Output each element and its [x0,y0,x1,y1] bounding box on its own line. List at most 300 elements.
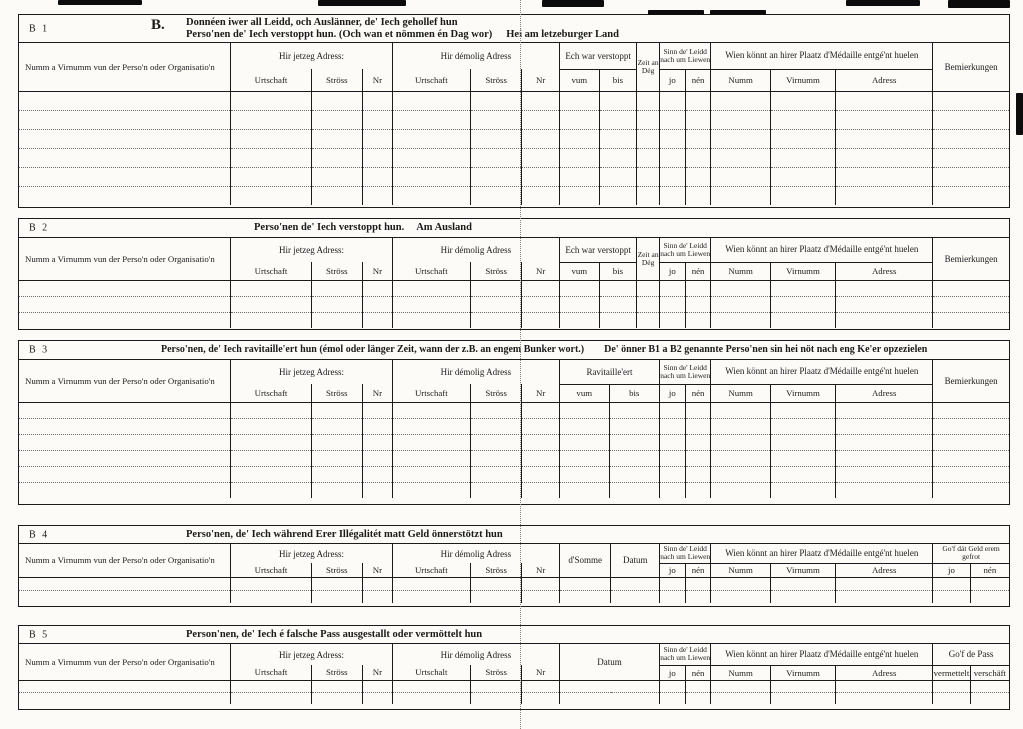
sub-header-nr: Nr [363,262,393,280]
entry-cell [599,312,637,328]
section-title-line2: Perso'nen de' Iech verstoppt hun. (Och wan et nömmen én Dag wor) Hei am letzeburger Land [186,28,619,40]
sub-header-urtschaft: Urtschaft [392,384,470,402]
entry-cell [522,280,560,296]
scan-artifact [58,0,142,5]
entry-row [19,148,1009,167]
sub-header-bis: bis [609,384,659,402]
entry-cell [933,402,1009,418]
col-header-still-alive: Sinn de' Leidd nach um Liewen [660,544,711,562]
col-header-money-asked-back: Go'f dát Geld erem gefrot [933,544,1009,563]
entry-cell [685,110,711,129]
entry-cell [522,167,560,186]
entry-cell [19,450,231,466]
entry-cell [970,692,1009,704]
entry-cell [836,418,933,434]
sub-header-stross: Ströss [470,69,521,91]
entry-cell [836,91,933,110]
sub-header-adress: Adress [836,69,933,91]
entry-cell [933,312,1009,328]
sub-header-virnumm: Virnumm [770,563,835,577]
entry-cell [711,402,770,418]
sub-header-stross: Ströss [470,262,521,280]
sub-header-vum: vum [560,262,600,280]
entry-cell [19,434,231,450]
section-b5-table [19,644,1009,704]
entry-cell [392,148,470,167]
section-id: B 4 [29,529,50,540]
entry-cell [637,167,660,186]
entry-cell [609,482,659,498]
section-id: B 3 [29,344,50,356]
entry-cell [522,148,560,167]
entry-cell [19,402,231,418]
sub-header-nr: Nr [522,563,560,577]
entry-cell [933,91,1009,110]
entry-cell [560,167,600,186]
entry-cell [231,434,311,450]
col-header-medal-recipient: Wien könnt an hirer Plaatz d'Médaille entgé'nt huelen [711,360,933,384]
col-header-former-address: Hir démolig Adress [392,360,559,384]
entry-cell [470,577,521,590]
col-header-name: Numm a Virnumm vun der Perso'n oder Organisatio'n [19,544,231,577]
entry-cell [231,167,311,186]
entry-cell [659,280,685,296]
sub-header-virnumm: Virnumm [770,384,835,402]
entry-cell [560,434,610,450]
entry-cell [392,692,470,704]
sub-header-urtschaft: Urtschaft [392,262,470,280]
col-header-still-alive: Sinn de' Leidd nach um Liewen [659,360,710,384]
entry-cell [685,167,711,186]
entry-cell [711,186,770,205]
entry-cell [392,312,470,328]
entry-cell [836,434,933,450]
entry-cell [560,692,660,704]
entry-cell [770,466,835,482]
scan-artifact [542,0,604,7]
fold-line [520,0,521,729]
entry-cell [522,590,560,603]
entry-cell [231,418,311,434]
entry-cell [659,590,685,603]
sub-header-nen: nén [685,384,711,402]
entry-cell [19,418,231,434]
entry-cell [711,167,770,186]
entry-cell [470,110,521,129]
sub-header-urtschaft: Urtschaft [231,262,311,280]
section-id: B 1 [29,23,50,34]
entry-cell [659,434,685,450]
entry-cell [363,91,393,110]
entry-cell [522,296,560,312]
entry-cell [19,129,231,148]
entry-cell [659,680,685,692]
entry-cell [711,312,770,328]
sub-header-urtschaft: Urtschaft [392,563,470,577]
entry-cell [836,312,933,328]
entry-cell [685,434,711,450]
entry-cell [933,418,1009,434]
entry-cell [560,296,600,312]
section-title-right: De' önner B1 a B2 genannte Perso'nen sin hei nöt nach eng Ke'er opzezielen [604,344,928,355]
entry-cell [659,418,685,434]
entry-cell [470,129,521,148]
entry-cell [933,167,1009,186]
sub-header-jo: jo [933,563,971,577]
sub-header-nr: Nr [522,262,560,280]
entry-row [19,129,1009,148]
sub-header-adress: Adress [836,665,933,680]
entry-cell [836,692,933,704]
entry-cell [836,577,933,590]
entry-cell [637,91,660,110]
entry-cell [836,110,933,129]
col-header-zeit-an-deg: Zeit an Dég [637,43,660,91]
section-b5-header [19,626,1009,644]
entry-cell [659,167,685,186]
entry-cell [770,129,835,148]
entry-cell [560,186,600,205]
entry-cell [231,280,311,296]
entry-cell [19,482,231,498]
entry-cell [560,148,600,167]
entry-cell [470,167,521,186]
entry-cell [311,590,362,603]
entry-cell [711,680,770,692]
entry-row [19,402,1009,418]
col-header-supplied-period: Ravitaille'ert [560,360,660,384]
entry-cell [599,167,637,186]
entry-cell [659,312,685,328]
sub-header-urtschaft: Urtschaft [231,69,311,91]
entry-cell [659,186,685,205]
col-header-current-address: Hir jetzeg Adress: [231,644,392,665]
entry-cell [392,482,470,498]
entry-cell [685,680,711,692]
section-title [186,17,619,41]
entry-cell [311,148,362,167]
entry-row [19,680,1009,692]
entry-cell [363,590,393,603]
entry-cell [659,466,685,482]
entry-cell [231,148,311,167]
entry-cell [470,148,521,167]
entry-cell [363,434,393,450]
entry-cell [311,296,362,312]
entry-cell [231,466,311,482]
entry-cell [685,692,711,704]
entry-cell [933,296,1009,312]
entry-cell [19,280,231,296]
entry-cell [711,110,770,129]
entry-row [19,91,1009,110]
entry-cell [363,482,393,498]
col-header-former-address: Hir démolig Adress [392,644,559,665]
entry-cell [231,680,311,692]
sub-header-nr: Nr [522,69,560,91]
entry-cell [685,482,711,498]
col-header-current-address: Hir jetzeg Adress: [231,360,392,384]
entry-row [19,312,1009,328]
sub-header-vum: vum [560,69,600,91]
entry-cell [770,418,835,434]
sub-header-urtschaft: Urtschaft [231,563,311,577]
entry-cell [392,296,470,312]
entry-row [19,590,1009,603]
entry-cell [311,680,362,692]
section-b1-table [19,43,1009,205]
entry-cell [560,402,610,418]
sub-header-vermettelt: vermettelt [933,665,971,680]
entry-cell [685,91,711,110]
entry-cell [231,296,311,312]
sub-header-nr: Nr [363,69,393,91]
entry-cell [685,450,711,466]
col-header-medal-recipient: Wien könnt an hirer Plaatz d'Médaille entgé'nt huelen [711,544,933,563]
sub-header-virnumm: Virnumm [770,262,835,280]
entry-cell [522,577,560,590]
entry-cell [363,148,393,167]
entry-cell [599,148,637,167]
sub-header-urtschaft: Urtschaft [231,384,311,402]
entry-cell [836,450,933,466]
entry-cell [685,590,711,603]
entry-cell [970,590,1009,603]
entry-cell [470,680,521,692]
entry-row [19,418,1009,434]
entry-cell [637,296,660,312]
entry-cell [231,577,311,590]
entry-cell [19,186,231,205]
sub-header-stross: Ströss [470,563,521,577]
entry-cell [836,167,933,186]
scan-artifact [318,0,406,6]
col-header-remarks: Bemierkungen [933,360,1009,402]
entry-cell [522,129,560,148]
section-title-line1: Donnéen iwer all Leidd, och Auslänner, de' Iech gehollef hun [186,16,458,28]
section-id: B 2 [29,222,50,234]
sub-header-stross: Ströss [311,384,362,402]
entry-cell [231,129,311,148]
entry-cell [836,148,933,167]
entry-row [19,167,1009,186]
entry-cell [311,434,362,450]
sub-header-jo: jo [659,563,685,577]
entry-cell [711,577,770,590]
entry-cell [311,577,362,590]
entry-cell [19,110,231,129]
entry-cell [770,280,835,296]
entry-cell [933,692,971,704]
entry-cell [770,91,835,110]
entry-cell [19,680,231,692]
entry-cell [611,577,660,590]
entry-cell [311,466,362,482]
entry-cell [470,186,521,205]
entry-cell [19,577,231,590]
entry-cell [470,692,521,704]
entry-cell [770,482,835,498]
entry-cell [933,680,971,692]
entry-cell [599,280,637,296]
entry-cell [770,692,835,704]
entry-cell [363,450,393,466]
sub-header-nen: nén [685,262,711,280]
col-header-still-alive: Sinn de' Leidd nach um Liewen [659,238,710,262]
scan-artifact [1016,93,1023,135]
entry-cell [659,110,685,129]
entry-cell [392,402,470,418]
section-b4 [18,525,1010,607]
col-header-name: Numm a Virnumm vun der Perso'n oder Organisatio'n [19,43,231,91]
entry-row [19,692,1009,704]
col-header-current-address: Hir jetzeg Adress: [231,544,392,563]
entry-cell [231,692,311,704]
sub-header-stross: Ströss [470,665,521,680]
entry-cell [609,434,659,450]
entry-cell [933,280,1009,296]
section-id: B 5 [29,629,50,640]
entry-cell [711,296,770,312]
entry-cell [470,296,521,312]
sub-header-nr: Nr [522,384,560,402]
col-header-former-address: Hir démolig Adress [392,544,559,563]
section-b3 [18,340,1010,505]
col-header-current-address: Hir jetzeg Adress: [231,43,392,69]
sub-header-nen: nén [685,69,711,91]
entry-cell [609,402,659,418]
section-letter: B. [151,17,165,33]
entry-cell [392,110,470,129]
col-header-hidden-period: Ech war verstoppt [560,43,637,69]
col-header-medal-recipient: Wien könnt an hirer Plaatz d'Médaille entgé'nt huelen [711,43,933,69]
col-header-current-address: Hir jetzeg Adress: [231,238,392,262]
col-header-zeit-an-deg: Zeit an Dég [637,238,660,280]
entry-cell [311,450,362,466]
entry-cell [470,402,521,418]
sub-header-jo: jo [659,665,685,680]
entry-cell [711,129,770,148]
entry-cell [685,577,711,590]
entry-cell [392,280,470,296]
sub-header-stross: Ströss [311,665,362,680]
entry-cell [560,577,611,590]
col-header-former-address: Hir démolig Adress [392,238,559,262]
entry-cell [599,296,637,312]
entry-cell [311,167,362,186]
entry-cell [770,110,835,129]
sub-header-numm: Numm [711,665,770,680]
entry-cell [363,129,393,148]
col-header-still-alive: Sinn de' Leidd nach um Liewen [659,43,710,69]
entry-cell [311,110,362,129]
entry-cell [392,680,470,692]
entry-cell [711,91,770,110]
entry-cell [392,590,470,603]
entry-cell [659,402,685,418]
entry-cell [311,91,362,110]
scan-artifact [846,0,920,6]
entry-cell [770,148,835,167]
entry-cell [19,466,231,482]
sub-header-nr: Nr [363,384,393,402]
sub-header-nen: nén [970,563,1009,577]
sub-header-bis: bis [599,69,637,91]
entry-cell [470,466,521,482]
section-title-right: Hei am letzeburger Land [506,28,619,40]
entry-cell [231,450,311,466]
sub-header-numm: Numm [711,563,770,577]
entry-cell [311,482,362,498]
col-header-date: Datum [560,644,660,680]
entry-cell [231,482,311,498]
entry-cell [392,434,470,450]
entry-cell [231,110,311,129]
entry-cell [685,186,711,205]
entry-cell [560,482,610,498]
sub-header-virnumm: Virnumm [770,69,835,91]
section-title-right: Am Ausland [416,222,472,233]
entry-cell [711,280,770,296]
entry-cell [470,590,521,603]
sub-header-nen: nén [685,665,711,680]
entry-cell [770,590,835,603]
entry-cell [231,186,311,205]
entry-cell [363,418,393,434]
entry-cell [599,129,637,148]
entry-cell [470,312,521,328]
section-b5 [18,625,1010,710]
entry-cell [711,482,770,498]
entry-cell [609,466,659,482]
entry-cell [685,129,711,148]
col-header-amount: d'Somme [560,544,611,577]
section-b3-header [19,341,1009,360]
entry-cell [836,402,933,418]
entry-cell [770,680,835,692]
entry-cell [637,280,660,296]
sub-header-stross: Ströss [311,563,362,577]
entry-cell [470,280,521,296]
col-header-remarks: Bemierkungen [933,43,1009,91]
entry-cell [363,577,393,590]
section-title: Person'nen, de' Iech é falsche Pass ausgestallt oder vermöttelt hun [186,628,483,640]
entry-row [19,434,1009,450]
entry-row [19,186,1009,205]
section-b3-table [19,360,1009,498]
entry-cell [770,296,835,312]
col-header-medal-recipient: Wien könnt an hirer Plaatz d'Médaille entgé'nt huelen [711,238,933,262]
entry-cell [637,148,660,167]
entry-cell [770,450,835,466]
sub-header-urtschaft: Urtschaft [231,665,311,680]
entry-cell [19,148,231,167]
entry-cell [363,692,393,704]
entry-cell [19,312,231,328]
entry-row [19,450,1009,466]
entry-row [19,466,1009,482]
entry-cell [685,418,711,434]
entry-cell [685,402,711,418]
sub-header-stross: Ströss [311,262,362,280]
entry-cell [392,466,470,482]
entry-cell [836,590,933,603]
entry-cell [311,280,362,296]
entry-cell [470,418,521,434]
col-header-name: Numm a Virnumm vun der Perso'n oder Organisatio'n [19,644,231,680]
section-b2-header [19,219,1009,238]
entry-cell [836,296,933,312]
